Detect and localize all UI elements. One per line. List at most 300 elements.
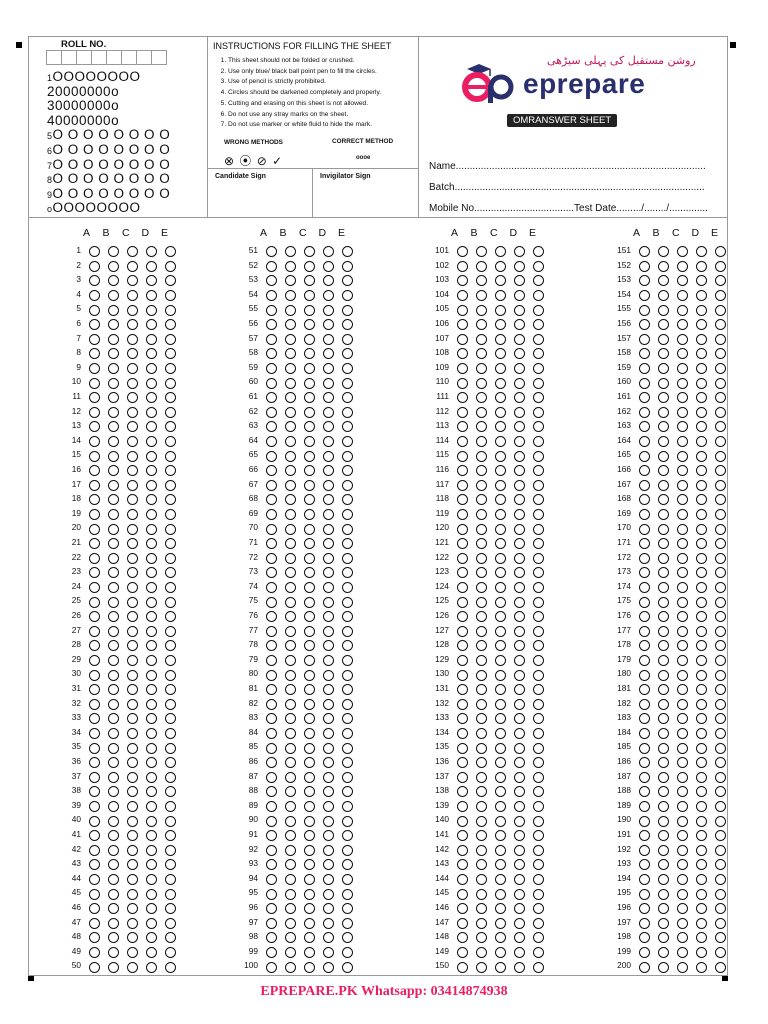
answer-bubble-a[interactable] [89, 962, 100, 973]
answer-bubble-d[interactable] [696, 524, 707, 535]
answer-bubble-e[interactable] [533, 378, 544, 389]
answer-bubble-e[interactable] [533, 567, 544, 578]
answer-bubble-d[interactable] [146, 261, 157, 272]
answer-bubble-a[interactable] [457, 874, 468, 885]
answer-bubble-d[interactable] [514, 392, 525, 403]
answer-bubble-c[interactable] [495, 538, 506, 549]
answer-bubble-b[interactable] [476, 786, 487, 797]
answer-bubble-a[interactable] [457, 524, 468, 535]
answer-bubble-a[interactable] [266, 932, 277, 943]
answer-bubble-e[interactable] [715, 713, 726, 724]
answer-bubble-b[interactable] [285, 845, 296, 856]
answer-bubble-d[interactable] [323, 582, 334, 593]
answer-bubble-e[interactable] [342, 334, 353, 345]
answer-bubble-e[interactable] [533, 480, 544, 491]
answer-bubble-d[interactable] [323, 640, 334, 651]
answer-bubble-a[interactable] [639, 903, 650, 914]
answer-bubble-a[interactable] [266, 743, 277, 754]
answer-bubble-a[interactable] [457, 494, 468, 505]
answer-bubble-b[interactable] [285, 275, 296, 286]
answer-bubble-b[interactable] [108, 743, 119, 754]
answer-bubble-d[interactable] [323, 713, 334, 724]
answer-bubble-c[interactable] [677, 932, 688, 943]
answer-bubble-a[interactable] [89, 421, 100, 432]
answer-bubble-c[interactable] [127, 494, 138, 505]
answer-bubble-c[interactable] [677, 348, 688, 359]
answer-bubble-e[interactable] [342, 772, 353, 783]
answer-bubble-d[interactable] [146, 655, 157, 666]
answer-bubble-e[interactable] [715, 655, 726, 666]
answer-bubble-a[interactable] [639, 932, 650, 943]
answer-bubble-a[interactable] [266, 845, 277, 856]
answer-bubble-b[interactable] [658, 451, 669, 462]
answer-bubble-c[interactable] [495, 772, 506, 783]
answer-bubble-a[interactable] [639, 772, 650, 783]
answer-bubble-d[interactable] [696, 407, 707, 418]
answer-bubble-c[interactable] [304, 246, 315, 257]
answer-bubble-b[interactable] [658, 728, 669, 739]
answer-bubble-c[interactable] [495, 874, 506, 885]
answer-bubble-d[interactable] [696, 684, 707, 695]
answer-bubble-a[interactable] [266, 918, 277, 929]
answer-bubble-a[interactable] [89, 246, 100, 257]
answer-bubble-a[interactable] [457, 816, 468, 827]
answer-bubble-a[interactable] [266, 290, 277, 301]
answer-bubble-e[interactable] [342, 947, 353, 958]
answer-bubble-b[interactable] [108, 611, 119, 622]
answer-bubble-c[interactable] [304, 392, 315, 403]
answer-bubble-c[interactable] [304, 874, 315, 885]
answer-bubble-e[interactable] [342, 786, 353, 797]
answer-bubble-c[interactable] [304, 494, 315, 505]
answer-bubble-e[interactable] [533, 874, 544, 885]
answer-bubble-b[interactable] [658, 421, 669, 432]
answer-bubble-a[interactable] [89, 699, 100, 710]
answer-bubble-e[interactable] [165, 655, 176, 666]
answer-bubble-e[interactable] [533, 509, 544, 520]
answer-bubble-e[interactable] [342, 246, 353, 257]
answer-bubble-a[interactable] [89, 874, 100, 885]
answer-bubble-a[interactable] [639, 305, 650, 316]
answer-bubble-e[interactable] [342, 597, 353, 608]
answer-bubble-c[interactable] [127, 392, 138, 403]
answer-bubble-b[interactable] [108, 407, 119, 418]
answer-bubble-d[interactable] [514, 421, 525, 432]
answer-bubble-c[interactable] [304, 319, 315, 330]
answer-bubble-b[interactable] [476, 918, 487, 929]
answer-bubble-b[interactable] [476, 261, 487, 272]
answer-bubble-e[interactable] [533, 275, 544, 286]
answer-bubble-d[interactable] [696, 699, 707, 710]
answer-bubble-d[interactable] [323, 275, 334, 286]
answer-bubble-b[interactable] [658, 903, 669, 914]
answer-bubble-c[interactable] [127, 246, 138, 257]
answer-bubble-e[interactable] [715, 392, 726, 403]
answer-bubble-e[interactable] [715, 480, 726, 491]
answer-bubble-c[interactable] [677, 816, 688, 827]
answer-bubble-d[interactable] [514, 947, 525, 958]
answer-bubble-a[interactable] [266, 421, 277, 432]
answer-bubble-b[interactable] [285, 524, 296, 535]
answer-bubble-d[interactable] [323, 290, 334, 301]
answer-bubble-e[interactable] [165, 538, 176, 549]
answer-bubble-a[interactable] [457, 334, 468, 345]
answer-bubble-c[interactable] [495, 655, 506, 666]
answer-bubble-e[interactable] [715, 597, 726, 608]
answer-bubble-e[interactable] [342, 436, 353, 447]
answer-bubble-d[interactable] [696, 348, 707, 359]
answer-bubble-d[interactable] [146, 932, 157, 943]
answer-bubble-c[interactable] [304, 640, 315, 651]
answer-bubble-b[interactable] [658, 859, 669, 870]
answer-bubble-e[interactable] [715, 918, 726, 929]
answer-bubble-d[interactable] [514, 772, 525, 783]
answer-bubble-b[interactable] [108, 932, 119, 943]
answer-bubble-a[interactable] [89, 626, 100, 637]
answer-bubble-b[interactable] [476, 494, 487, 505]
answer-bubble-b[interactable] [285, 962, 296, 973]
answer-bubble-a[interactable] [266, 378, 277, 389]
answer-bubble-b[interactable] [476, 465, 487, 476]
answer-bubble-a[interactable] [457, 962, 468, 973]
answer-bubble-b[interactable] [476, 348, 487, 359]
answer-bubble-c[interactable] [127, 845, 138, 856]
answer-bubble-b[interactable] [658, 465, 669, 476]
answer-bubble-b[interactable] [476, 640, 487, 651]
answer-bubble-e[interactable] [165, 743, 176, 754]
answer-bubble-d[interactable] [146, 640, 157, 651]
answer-bubble-b[interactable] [108, 494, 119, 505]
answer-bubble-e[interactable] [533, 743, 544, 754]
answer-bubble-b[interactable] [476, 670, 487, 681]
answer-bubble-d[interactable] [514, 246, 525, 257]
answer-bubble-c[interactable] [495, 743, 506, 754]
answer-bubble-d[interactable] [146, 874, 157, 885]
answer-bubble-b[interactable] [108, 655, 119, 666]
answer-bubble-b[interactable] [285, 903, 296, 914]
answer-bubble-e[interactable] [533, 757, 544, 768]
answer-bubble-a[interactable] [639, 261, 650, 272]
answer-bubble-b[interactable] [108, 728, 119, 739]
answer-bubble-e[interactable] [342, 918, 353, 929]
answer-bubble-d[interactable] [514, 845, 525, 856]
answer-bubble-a[interactable] [266, 655, 277, 666]
answer-bubble-c[interactable] [495, 889, 506, 900]
answer-bubble-d[interactable] [146, 451, 157, 462]
answer-bubble-c[interactable] [304, 480, 315, 491]
answer-bubble-a[interactable] [639, 509, 650, 520]
answer-bubble-b[interactable] [108, 947, 119, 958]
answer-bubble-a[interactable] [639, 290, 650, 301]
answer-bubble-d[interactable] [146, 567, 157, 578]
answer-bubble-b[interactable] [658, 246, 669, 257]
answer-bubble-c[interactable] [495, 597, 506, 608]
answer-bubble-c[interactable] [127, 728, 138, 739]
roll-row-bubbles[interactable]: OOOOOOOO [52, 69, 141, 84]
roll-bubble-row[interactable] [47, 127, 170, 142]
answer-bubble-d[interactable] [696, 655, 707, 666]
answer-bubble-e[interactable] [533, 334, 544, 345]
answer-bubble-d[interactable] [146, 290, 157, 301]
answer-bubble-a[interactable] [266, 962, 277, 973]
answer-bubble-b[interactable] [285, 421, 296, 432]
answer-bubble-c[interactable] [304, 728, 315, 739]
answer-bubble-b[interactable] [108, 378, 119, 389]
answer-bubble-b[interactable] [476, 582, 487, 593]
answer-bubble-d[interactable] [146, 801, 157, 812]
answer-bubble-a[interactable] [89, 918, 100, 929]
answer-bubble-d[interactable] [146, 407, 157, 418]
answer-bubble-b[interactable] [285, 728, 296, 739]
answer-bubble-d[interactable] [323, 859, 334, 870]
answer-bubble-b[interactable] [476, 567, 487, 578]
answer-bubble-c[interactable] [127, 830, 138, 841]
answer-bubble-d[interactable] [696, 261, 707, 272]
answer-bubble-a[interactable] [89, 334, 100, 345]
answer-bubble-d[interactable] [146, 611, 157, 622]
answer-bubble-c[interactable] [495, 305, 506, 316]
answer-bubble-c[interactable] [127, 480, 138, 491]
answer-bubble-d[interactable] [696, 436, 707, 447]
roll-digit-box[interactable] [136, 50, 152, 65]
answer-bubble-e[interactable] [715, 947, 726, 958]
answer-bubble-e[interactable] [533, 392, 544, 403]
answer-bubble-a[interactable] [89, 567, 100, 578]
answer-bubble-e[interactable] [533, 772, 544, 783]
answer-bubble-d[interactable] [514, 465, 525, 476]
answer-bubble-e[interactable] [342, 816, 353, 827]
answer-bubble-a[interactable] [457, 845, 468, 856]
answer-bubble-b[interactable] [285, 874, 296, 885]
answer-bubble-b[interactable] [658, 538, 669, 549]
answer-bubble-e[interactable] [165, 918, 176, 929]
answer-bubble-d[interactable] [146, 524, 157, 535]
answer-bubble-c[interactable] [304, 275, 315, 286]
answer-bubble-a[interactable] [89, 494, 100, 505]
answer-bubble-c[interactable] [677, 626, 688, 637]
answer-bubble-d[interactable] [323, 757, 334, 768]
answer-bubble-d[interactable] [323, 436, 334, 447]
answer-bubble-b[interactable] [285, 436, 296, 447]
answer-bubble-b[interactable] [476, 801, 487, 812]
answer-bubble-a[interactable] [89, 261, 100, 272]
answer-bubble-b[interactable] [476, 363, 487, 374]
roll-digit-box[interactable] [61, 50, 77, 65]
answer-bubble-b[interactable] [658, 363, 669, 374]
answer-bubble-e[interactable] [533, 962, 544, 973]
answer-bubble-e[interactable] [533, 640, 544, 651]
answer-bubble-b[interactable] [476, 451, 487, 462]
answer-bubble-e[interactable] [533, 436, 544, 447]
answer-bubble-e[interactable] [342, 801, 353, 812]
answer-bubble-e[interactable] [715, 363, 726, 374]
answer-bubble-a[interactable] [89, 889, 100, 900]
answer-bubble-e[interactable] [165, 611, 176, 622]
answer-bubble-c[interactable] [127, 655, 138, 666]
answer-bubble-a[interactable] [639, 889, 650, 900]
answer-bubble-c[interactable] [677, 670, 688, 681]
answer-bubble-d[interactable] [146, 465, 157, 476]
answer-bubble-c[interactable] [495, 421, 506, 432]
answer-bubble-a[interactable] [457, 305, 468, 316]
answer-bubble-b[interactable] [285, 465, 296, 476]
answer-bubble-e[interactable] [165, 334, 176, 345]
answer-bubble-a[interactable] [266, 465, 277, 476]
answer-bubble-a[interactable] [639, 392, 650, 403]
answer-bubble-a[interactable] [266, 538, 277, 549]
answer-bubble-e[interactable] [342, 611, 353, 622]
answer-bubble-c[interactable] [677, 684, 688, 695]
answer-bubble-e[interactable] [715, 524, 726, 535]
answer-bubble-e[interactable] [342, 348, 353, 359]
answer-bubble-d[interactable] [146, 553, 157, 564]
answer-bubble-c[interactable] [495, 830, 506, 841]
answer-bubble-d[interactable] [696, 816, 707, 827]
answer-bubble-c[interactable] [304, 261, 315, 272]
answer-bubble-a[interactable] [89, 932, 100, 943]
answer-bubble-c[interactable] [304, 786, 315, 797]
answer-bubble-a[interactable] [457, 699, 468, 710]
answer-bubble-a[interactable] [89, 553, 100, 564]
answer-bubble-b[interactable] [476, 305, 487, 316]
answer-bubble-c[interactable] [677, 538, 688, 549]
answer-bubble-a[interactable] [266, 305, 277, 316]
answer-bubble-a[interactable] [266, 640, 277, 651]
answer-bubble-a[interactable] [89, 684, 100, 695]
roll-row-bubbles[interactable]: O O O O O O O O [52, 156, 171, 172]
answer-bubble-a[interactable] [639, 962, 650, 973]
answer-bubble-e[interactable] [342, 962, 353, 973]
answer-bubble-d[interactable] [323, 962, 334, 973]
answer-bubble-d[interactable] [514, 743, 525, 754]
answer-bubble-e[interactable] [715, 494, 726, 505]
answer-bubble-a[interactable] [89, 772, 100, 783]
answer-bubble-c[interactable] [304, 626, 315, 637]
answer-bubble-b[interactable] [108, 816, 119, 827]
answer-bubble-d[interactable] [514, 538, 525, 549]
answer-bubble-a[interactable] [639, 655, 650, 666]
answer-bubble-b[interactable] [108, 918, 119, 929]
answer-bubble-c[interactable] [677, 319, 688, 330]
answer-bubble-a[interactable] [266, 903, 277, 914]
answer-bubble-c[interactable] [304, 611, 315, 622]
answer-bubble-a[interactable] [89, 743, 100, 754]
answer-bubble-c[interactable] [677, 830, 688, 841]
answer-bubble-e[interactable] [715, 684, 726, 695]
answer-bubble-d[interactable] [696, 305, 707, 316]
answer-bubble-a[interactable] [89, 451, 100, 462]
answer-bubble-c[interactable] [677, 962, 688, 973]
answer-bubble-a[interactable] [639, 786, 650, 797]
answer-bubble-a[interactable] [457, 509, 468, 520]
roll-bubble-row[interactable] [47, 171, 170, 186]
roll-bubble-row[interactable] [47, 157, 170, 172]
answer-bubble-a[interactable] [266, 494, 277, 505]
answer-bubble-d[interactable] [323, 465, 334, 476]
answer-bubble-d[interactable] [323, 597, 334, 608]
answer-bubble-c[interactable] [495, 626, 506, 637]
answer-bubble-b[interactable] [108, 524, 119, 535]
answer-bubble-b[interactable] [476, 684, 487, 695]
answer-bubble-c[interactable] [304, 348, 315, 359]
answer-bubble-d[interactable] [146, 830, 157, 841]
answer-bubble-e[interactable] [533, 597, 544, 608]
answer-bubble-d[interactable] [696, 509, 707, 520]
answer-bubble-c[interactable] [495, 757, 506, 768]
answer-bubble-e[interactable] [342, 582, 353, 593]
answer-bubble-c[interactable] [677, 918, 688, 929]
answer-bubble-a[interactable] [266, 524, 277, 535]
answer-bubble-b[interactable] [285, 334, 296, 345]
answer-bubble-e[interactable] [533, 261, 544, 272]
answer-bubble-a[interactable] [457, 582, 468, 593]
answer-bubble-b[interactable] [108, 903, 119, 914]
answer-bubble-d[interactable] [696, 772, 707, 783]
answer-bubble-d[interactable] [696, 947, 707, 958]
answer-bubble-a[interactable] [89, 363, 100, 374]
answer-bubble-c[interactable] [495, 684, 506, 695]
answer-bubble-b[interactable] [285, 582, 296, 593]
answer-bubble-b[interactable] [658, 816, 669, 827]
answer-bubble-b[interactable] [108, 421, 119, 432]
answer-bubble-d[interactable] [323, 334, 334, 345]
answer-bubble-a[interactable] [639, 640, 650, 651]
answer-bubble-c[interactable] [677, 728, 688, 739]
answer-bubble-e[interactable] [715, 465, 726, 476]
answer-bubble-e[interactable] [533, 845, 544, 856]
answer-bubble-b[interactable] [476, 830, 487, 841]
answer-bubble-a[interactable] [457, 436, 468, 447]
answer-bubble-c[interactable] [495, 918, 506, 929]
answer-bubble-b[interactable] [108, 538, 119, 549]
answer-bubble-d[interactable] [514, 932, 525, 943]
answer-bubble-b[interactable] [108, 392, 119, 403]
answer-bubble-a[interactable] [89, 465, 100, 476]
answer-bubble-b[interactable] [285, 553, 296, 564]
answer-bubble-b[interactable] [285, 801, 296, 812]
answer-bubble-e[interactable] [533, 421, 544, 432]
answer-bubble-a[interactable] [266, 713, 277, 724]
answer-bubble-c[interactable] [677, 889, 688, 900]
answer-bubble-d[interactable] [146, 319, 157, 330]
answer-bubble-e[interactable] [342, 889, 353, 900]
answer-bubble-c[interactable] [677, 597, 688, 608]
answer-bubble-e[interactable] [715, 874, 726, 885]
answer-bubble-b[interactable] [476, 962, 487, 973]
answer-bubble-c[interactable] [127, 640, 138, 651]
answer-bubble-a[interactable] [266, 670, 277, 681]
answer-bubble-b[interactable] [108, 772, 119, 783]
answer-bubble-c[interactable] [304, 451, 315, 462]
answer-bubble-a[interactable] [266, 772, 277, 783]
answer-bubble-b[interactable] [476, 816, 487, 827]
answer-bubble-c[interactable] [495, 348, 506, 359]
answer-bubble-d[interactable] [146, 786, 157, 797]
answer-bubble-e[interactable] [165, 275, 176, 286]
answer-bubble-b[interactable] [108, 757, 119, 768]
answer-bubble-d[interactable] [323, 451, 334, 462]
answer-bubble-e[interactable] [533, 699, 544, 710]
answer-bubble-a[interactable] [89, 757, 100, 768]
answer-bubble-a[interactable] [89, 392, 100, 403]
answer-bubble-c[interactable] [127, 524, 138, 535]
answer-bubble-d[interactable] [696, 363, 707, 374]
answer-bubble-d[interactable] [696, 246, 707, 257]
roll-digit-box[interactable] [46, 50, 62, 65]
answer-bubble-c[interactable] [677, 451, 688, 462]
answer-bubble-d[interactable] [146, 363, 157, 374]
answer-bubble-c[interactable] [304, 816, 315, 827]
